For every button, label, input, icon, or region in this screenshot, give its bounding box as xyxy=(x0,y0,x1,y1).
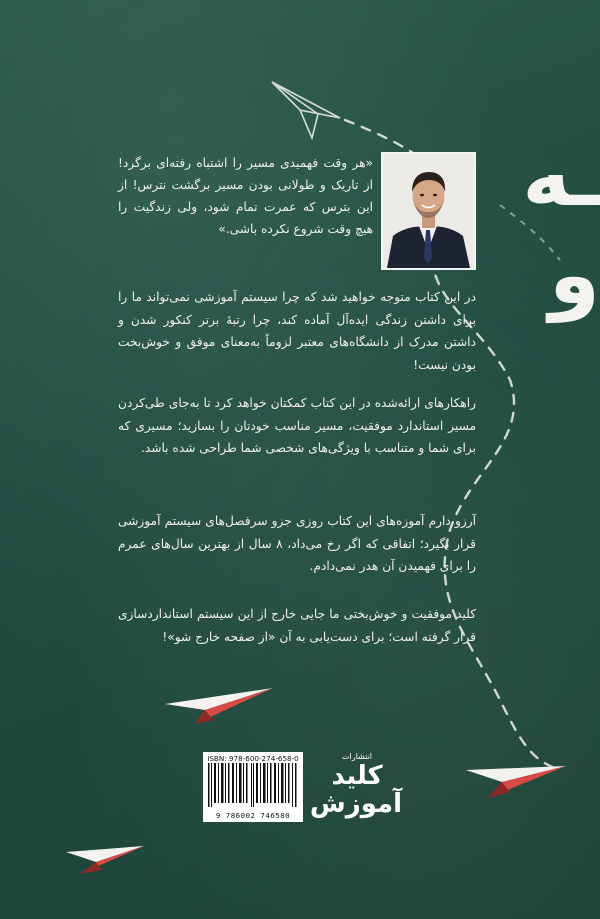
paragraph-text: آرزو دارم آموزه‌های این کتاب روزی جزو سرفصل‌های سیستم آموزشی قرار بگیرد؛ اتفاقی که اگر رخ می‌داد، ۸ سال از بهترین سال‌های عمرم را برای فهمیدن آن هدر نمی‌دادم. xyxy=(118,514,476,573)
author-photo xyxy=(381,152,476,270)
publisher-name-line2: آموزش xyxy=(309,789,402,819)
publisher-name-line1: کلید xyxy=(331,761,383,791)
description-paragraph-1 xyxy=(118,286,476,376)
description-paragraph-4 xyxy=(118,603,476,648)
publisher-prefix: انتشارات xyxy=(341,752,373,761)
isbn-label: ISBN: 978-600-274-658-0 xyxy=(207,754,299,763)
paper-plane-icon xyxy=(466,758,570,804)
quote-text: «هر وقت فهمیدی مسیر را اشتباه رفته‌ای برگرد! از تاریک و طولانی بودن مسیر برگشت نترس! از این بترس که عمرت تمام شود، ولی زندگیت را هیچ وقت شروع نکرده باشی.» xyxy=(118,156,373,236)
chalk-plane-icon xyxy=(272,82,340,138)
paper-plane-icon xyxy=(165,682,277,730)
paragraph-text: کلید موفقیت و خوش‌بختی ما جایی خارج از این سیستم استانداردسازی قرار گرفته است؛ برای دست‌یابی به آن «از صفحه خارج شو»! xyxy=(118,607,476,644)
description-paragraph-3 xyxy=(118,510,476,578)
isbn-barcode xyxy=(203,752,303,822)
paper-plane-icon xyxy=(66,840,146,880)
title-fragment-top: ـه xyxy=(522,130,600,225)
title-fragment-bottom: و xyxy=(549,228,600,323)
barcode-number: 9 786002 746580 xyxy=(215,811,291,820)
description-paragraph-2 xyxy=(118,392,476,460)
paragraph-text: در این کتاب متوجه خواهید شد که چرا سیستم آموزشی نمی‌تواند ما را برای داشتن زندگی ایده‌آل آماده کند، چرا رتبهٔ برتر کنکور شدن و داشتن مدرک از دانشگاه‌های معتبر لزوماً به‌معنای موفق و خوش‌بخت بودن نیست! xyxy=(118,290,476,372)
author-quote xyxy=(118,152,373,240)
publisher-logo xyxy=(309,752,402,822)
paragraph-text: راهکارهای ارائه‌شده در این کتاب کمکتان خواهد کرد تا به‌جای طی‌کردن مسیر استاندارد موفقیت، مسیر مناسب خودتان را بسازید؛ مسیری که برای شما و متناسب با ویژگی‌های شخصی شما طراحی شده باشد. xyxy=(118,396,476,455)
barcode-bars xyxy=(206,763,300,807)
